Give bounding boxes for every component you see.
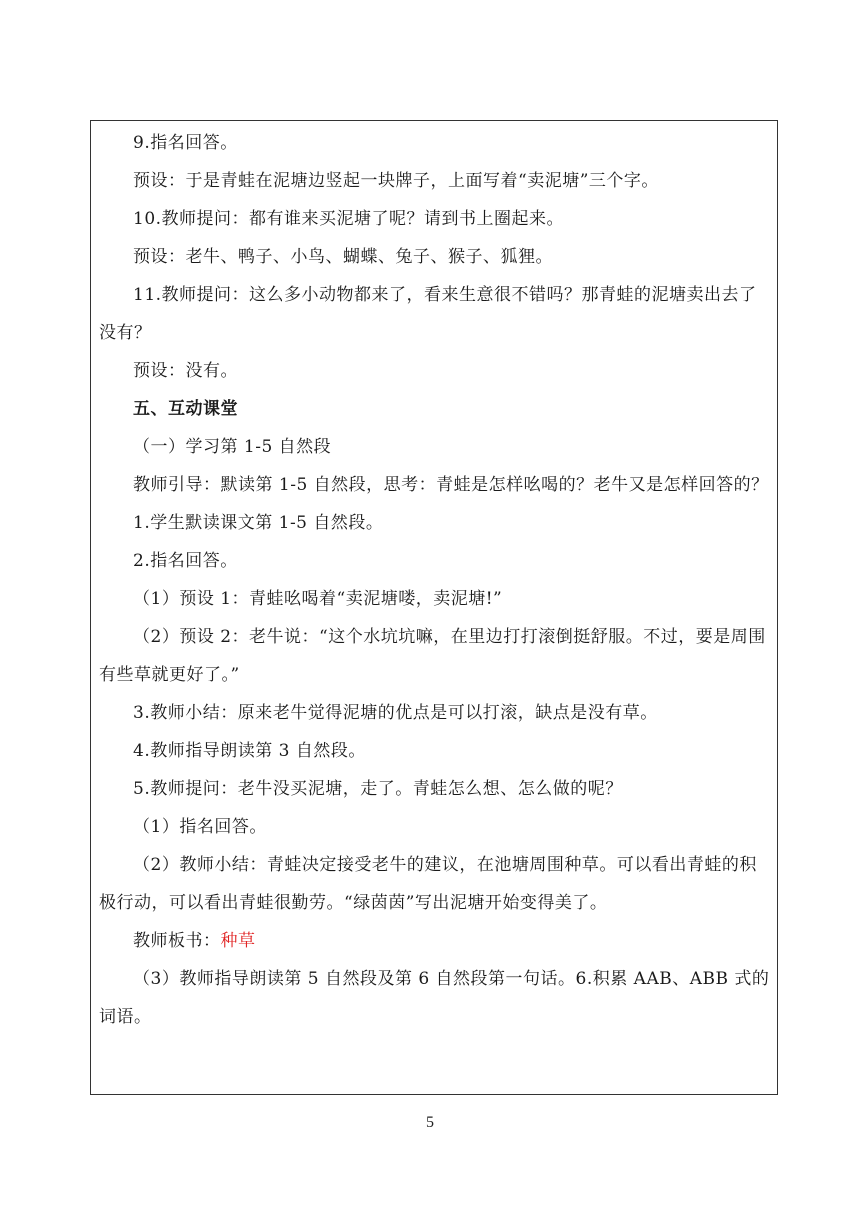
paragraph-step-5: 5.教师提问：老牛没买泥塘，走了。青蛙怎么想、怎么做的呢？	[133, 779, 623, 799]
paragraph-summary-sub-2: （2）教师小结：青蛙决定接受老牛的建议，在池塘周围种草。可以看出青蛙的积极行动，可以看出青蛙很勤劳。“绿茵茵”写出泥塘开始变得美了。	[99, 855, 757, 913]
content-frame	[90, 120, 778, 1095]
paragraph-teacher-guide: 教师引导：默读第 1-5 自然段，思考：青蛙是怎样吆喝的？老牛又是怎样回答的？	[133, 475, 769, 495]
paragraph-answer-9: 9.指名回答。	[133, 133, 238, 153]
paragraph-step-2: 2.指名回答。	[133, 551, 238, 571]
page-number: 5	[426, 1114, 434, 1131]
blackboard-label: 教师板书：	[133, 931, 221, 951]
paragraph-preset-animals: 预设：老牛、鸭子、小鸟、蝴蝶、兔子、猴子、狐狸。	[133, 247, 553, 267]
paragraph-step-1: 1.学生默读课文第 1-5 自然段。	[133, 513, 384, 533]
paragraph-question-11: 11.教师提问：这么多小动物都来了，看来生意很不错吗？那青蛙的泥塘卖出去了没有？	[99, 285, 757, 343]
subsection-heading-1-5: （一）学习第 1-5 自然段	[133, 437, 332, 457]
paragraph-preset-no: 预设：没有。	[133, 361, 238, 381]
paragraph-question-10: 10.教师提问：都有谁来买泥塘了呢？请到书上圈起来。	[133, 209, 565, 229]
blackboard-red-text: 种草	[220, 931, 256, 951]
paragraph-step-4: 4.教师指导朗读第 3 自然段。	[133, 741, 366, 761]
paragraph-blackboard	[99, 922, 771, 960]
section-heading-interactive-class: 五、互动课堂	[133, 399, 238, 419]
paragraph-preset-2: （2）预设 2：老牛说：“这个水坑坑嘛，在里边打打滚倒挺舒服。不过，要是周围有些草就更好了。”	[99, 627, 766, 685]
paragraph-answer-sub-1: （1）指名回答。	[133, 817, 267, 837]
paragraph-preset-sign: 预设：于是青蛙在泥塘边竖起一块牌子，上面写着“卖泥塘”三个字。	[133, 171, 659, 191]
paragraph-step-3: 3.教师小结：原来老牛觉得泥塘的优点是可以打滚，缺点是没有草。	[133, 703, 658, 723]
paragraph-reading-sub-3: （3）教师指导朗读第 5 自然段及第 6 自然段第一句话。6.积累 AAB、ABB 式的词语。	[99, 969, 770, 1027]
paragraph-preset-1: （1）预设 1：青蛙吆喝着“卖泥塘喽，卖泥塘!”	[133, 589, 503, 609]
lesson-content	[99, 124, 771, 1036]
